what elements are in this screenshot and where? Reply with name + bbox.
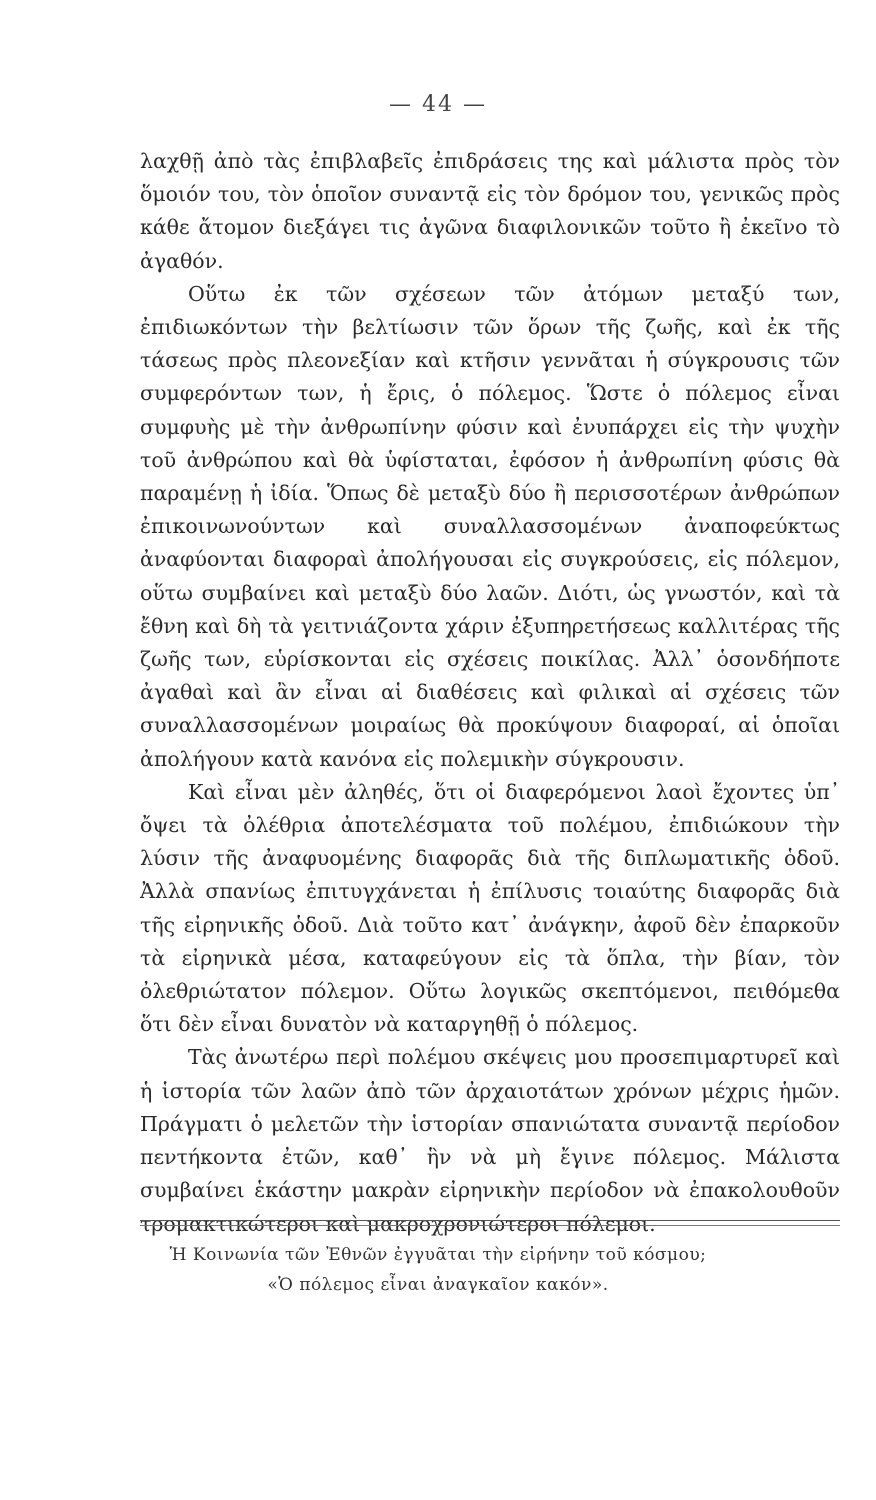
footnote xyxy=(0,1240,876,1300)
paragraph-3: Καὶ εἶναι μὲν ἀληθές, ὅτι οἱ διαφερόμενοι λαοὶ ἔχοντες ὑπ᾽ ὄψει τὰ ὀλέθρια ἀποτελέσματα τοῦ πολέμου, ἐπιδιώκουν τὴν λύσιν τῆς ἀναφυομένης διαφορᾶς διὰ τῆς διπλωματικῆς ὁδοῦ. Ἀλλὰ σπανίως ἐπιτυγχάνεται ἡ ἐπίλυσις τοιαύτης διαφορᾶς διὰ τῆς εἰρηνικῆς ὁδοῦ. Διὰ τοῦτο κατ᾽ ἀνάγκην, ἀφοῦ δὲν ἐπαρκοῦν τὰ εἰρηνικὰ μέσα, καταφεύγουν εἰς τὰ ὅπλα, τὴν βίαν, τὸν ὀλεθριώτατον πόλεμον. Οὕτω λογικῶς σκεπτόμενοι, πειθόμεθα ὅτι δὲν εἶναι δυνατὸν νὰ καταργηθῇ ὁ πόλεμος. xyxy=(140,779,840,1037)
paragraph-1: λαχθῇ ἀπὸ τὰς ἐπιβλαβεῖς ἐπιδράσεις της καὶ μάλιστα πρὸς τὸν ὅμοιόν του, τὸν ὁποῖον συναντᾷ εἰς τὸν δρόμον του, γενικῶς πρὸς κάθε ἄτομον διεξάγει τις ἀγῶνα διαφιλονικῶν τοῦτο ἢ ἐκεῖνο τὸ ἀγαθόν. xyxy=(140,149,840,273)
paragraph-2: Οὕτω ἐκ τῶν σχέσεων τῶν ἀτόμων μεταξύ των, ἐπιδιωκόντων τὴν βελτίωσιν τῶν ὅρων τῆς ζωῆς, καὶ ἐκ τῆς τάσεως πρὸς πλεονεξίαν καὶ κτῆσιν γεννᾶται ἡ σύγκρουσις τῶν συμφερόντων των, ἡ ἔρις, ὁ πόλεμος. Ὥστε ὁ πόλεμος εἶναι συμφυὴς μὲ τὴν ἀνθρωπίνην φύσιν καὶ ἐνυπάρχει εἰς τὴν ψυχὴν τοῦ ἀνθρώπου καὶ θὰ ὑφίσταται, ἐφόσον ἡ ἀνθρωπίνη φύσις θὰ παραμένῃ ἡ ἰδία. Ὅπως δὲ μεταξὺ δύο ἢ περισσοτέρων ἀνθρώπων ἐπικοινωνούντων καὶ συναλλασσομένων ἀναποφεύκτως ἀναφύονται διαφοραὶ ἀπολήγουσαι εἰς συγκρούσεις, εἰς πόλεμον, οὕτω συμβαίνει καὶ μεταξὺ δύο λαῶν. Διότι, ὡς γνωστόν, καὶ τὰ ἔθνη καὶ δὴ τὰ γειτνιάζοντα χάριν ἐξυπηρετήσεως καλλιτέρας τῆς ζωῆς των, εὑρίσκονται εἰς σχέσεις ποικίλας. Ἀλλ᾽ ὁσονδήποτε ἀγαθαὶ καὶ ἂν εἶναι αἱ διαθέσεις καὶ φιλικαὶ αἱ σχέσεις τῶν συναλλασσομένων μοιραίως θὰ προκύψουν διαφοραί, αἱ ὁποῖαι ἀπολήγουν κατὰ κανόνα εἰς πολεμικὴν σύγκρουσιν. xyxy=(140,281,840,771)
page-number: — 44 — xyxy=(389,92,487,117)
footnote-line-2: «Ὁ πόλεμος εἶναι ἀναγκαῖον κακόν». xyxy=(267,1275,609,1295)
paragraph-4: Τὰς ἀνωτέρω περὶ πολέμου σκέψεις μου προσεπιμαρτυρεῖ καὶ ἡ ἱστορία τῶν λαῶν ἀπὸ τῶν ἀρχαιοτάτων χρόνων μέχρις ἡμῶν. Πράγματι ὁ μελετῶν τὴν ἱστορίαν σπανιώτατα συναντᾷ περίοδον πεντήκοντα ἐτῶν, καθ᾽ ἣν νὰ μὴ ἔγινε πόλεμος. Μάλιστα συμβαίνει ἑκάστην μακρὰν εἰρηνικὴν περίοδον νὰ ἐπακολουθοῦν τρομακτικώτεροι καὶ μακροχρονιώτεροι πόλεμοι. xyxy=(140,1045,840,1236)
footnote-line-1: Ἡ Κοινωνία τῶν Ἐθνῶν ἐγγυᾶται τὴν εἰρήνην τοῦ κόσμου; xyxy=(169,1245,707,1265)
footnote-divider-bottom xyxy=(140,1225,840,1226)
body-text xyxy=(140,145,840,1241)
footnote-divider-top xyxy=(140,1220,840,1221)
